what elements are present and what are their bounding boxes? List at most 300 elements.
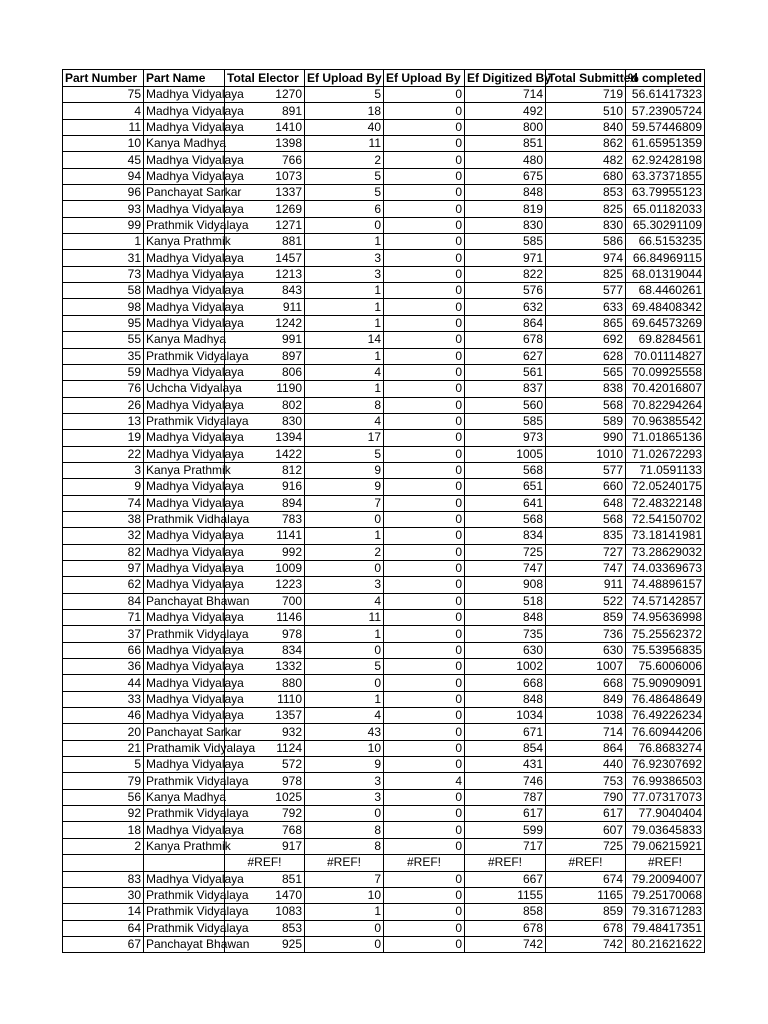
cell-ef-upload-by-1[interactable]: 5: [305, 87, 384, 103]
cell-ef-upload-by-2[interactable]: 0: [384, 593, 465, 609]
cell-total-submitted[interactable]: 859: [546, 610, 626, 626]
cell-ef-upload-by-1[interactable]: 6: [305, 201, 384, 217]
cell-ef-upload-by-1[interactable]: 0: [305, 560, 384, 576]
cell-ef-upload-by-2[interactable]: 0: [384, 413, 465, 429]
cell-percent-completed[interactable]: 70.82294264: [626, 397, 705, 413]
cell-ef-upload-by-2[interactable]: 0: [384, 430, 465, 446]
cell-ef-upload-by-1[interactable]: 0: [305, 511, 384, 527]
cell-percent-completed[interactable]: 79.20094007: [626, 871, 705, 887]
cell-part-number[interactable]: 64: [63, 920, 144, 936]
cell-ef-upload-by-2[interactable]: 0: [384, 332, 465, 348]
cell-percent-completed[interactable]: 74.03369673: [626, 560, 705, 576]
cell-ef-digitized-by[interactable]: 742: [465, 936, 546, 952]
cell-part-number[interactable]: 2: [63, 838, 144, 854]
cell-ef-upload-by-2[interactable]: 0: [384, 103, 465, 119]
cell-part-name[interactable]: Madhya Vidyalaya: [144, 87, 225, 103]
cell-ef-digitized-by[interactable]: 632: [465, 299, 546, 315]
cell-part-name[interactable]: Prathamik Vidyalaya: [144, 740, 225, 756]
cell-ef-digitized-by[interactable]: 746: [465, 773, 546, 789]
cell-total-submitted[interactable]: 630: [546, 642, 626, 658]
cell-part-name[interactable]: Madhya Vidyalaya: [144, 610, 225, 626]
cell-total-submitted[interactable]: 607: [546, 822, 626, 838]
cell-ef-upload-by-1[interactable]: 8: [305, 838, 384, 854]
cell-ef-upload-by-1[interactable]: 11: [305, 610, 384, 626]
cell-part-number[interactable]: 36: [63, 659, 144, 675]
cell-ef-digitized-by[interactable]: 641: [465, 495, 546, 511]
cell-ef-upload-by-1[interactable]: 1: [305, 691, 384, 707]
cell-ef-digitized-by[interactable]: 864: [465, 315, 546, 331]
cell-ef-digitized-by[interactable]: 585: [465, 413, 546, 429]
cell-ef-upload-by-2[interactable]: 0: [384, 511, 465, 527]
cell-part-number[interactable]: 5: [63, 757, 144, 773]
cell-ef-upload-by-2[interactable]: 0: [384, 315, 465, 331]
cell-total-submitted[interactable]: 568: [546, 397, 626, 413]
cell-part-name[interactable]: Madhya Vidyalaya: [144, 528, 225, 544]
cell-percent-completed[interactable]: 62.92428198: [626, 152, 705, 168]
cell-total-submitted[interactable]: 680: [546, 168, 626, 184]
cell-percent-completed[interactable]: 77.07317073: [626, 789, 705, 805]
cell-total-submitted[interactable]: 660: [546, 479, 626, 495]
cell-percent-completed[interactable]: 70.42016807: [626, 381, 705, 397]
cell-ef-upload-by-1[interactable]: 9: [305, 757, 384, 773]
cell-ef-digitized-by[interactable]: 1002: [465, 659, 546, 675]
cell-part-name[interactable]: Madhya Vidyalaya: [144, 757, 225, 773]
cell-total-submitted[interactable]: 714: [546, 724, 626, 740]
cell-ef-digitized-by[interactable]: 830: [465, 217, 546, 233]
cell-ef-digitized-by[interactable]: 518: [465, 593, 546, 609]
cell-total-submitted[interactable]: 577: [546, 283, 626, 299]
cell-ef-upload-by-1[interactable]: 18: [305, 103, 384, 119]
cell-ef-upload-by-2[interactable]: 0: [384, 822, 465, 838]
cell-ef-upload-by-2[interactable]: 0: [384, 724, 465, 740]
cell-part-name[interactable]: Madhya Vidyalaya: [144, 168, 225, 184]
cell-percent-completed[interactable]: #REF!: [626, 855, 705, 871]
cell-part-number[interactable]: 30: [63, 887, 144, 903]
cell-total-submitted[interactable]: 865: [546, 315, 626, 331]
cell-total-submitted[interactable]: 668: [546, 675, 626, 691]
cell-percent-completed[interactable]: 69.64573269: [626, 315, 705, 331]
cell-total-submitted[interactable]: 586: [546, 234, 626, 250]
cell-total-submitted[interactable]: 862: [546, 136, 626, 152]
cell-ef-digitized-by[interactable]: 848: [465, 610, 546, 626]
cell-percent-completed[interactable]: 76.49226234: [626, 708, 705, 724]
cell-part-number[interactable]: 99: [63, 217, 144, 233]
cell-part-name[interactable]: Madhya Vidyalaya: [144, 430, 225, 446]
cell-ef-digitized-by[interactable]: 561: [465, 364, 546, 380]
cell-ef-upload-by-2[interactable]: 0: [384, 708, 465, 724]
cell-total-submitted[interactable]: 859: [546, 904, 626, 920]
cell-percent-completed[interactable]: 73.28629032: [626, 544, 705, 560]
cell-percent-completed[interactable]: 61.65951359: [626, 136, 705, 152]
cell-ef-digitized-by[interactable]: 667: [465, 871, 546, 887]
cell-ef-upload-by-1[interactable]: 1: [305, 528, 384, 544]
cell-percent-completed[interactable]: 63.37371855: [626, 168, 705, 184]
cell-ef-upload-by-2[interactable]: 0: [384, 381, 465, 397]
cell-total-elector[interactable]: 1083: [225, 904, 305, 920]
cell-total-elector[interactable]: 911: [225, 299, 305, 315]
cell-ef-upload-by-1[interactable]: 11: [305, 136, 384, 152]
cell-ef-upload-by-1[interactable]: 1: [305, 348, 384, 364]
cell-part-number[interactable]: [63, 855, 144, 871]
cell-part-number[interactable]: 79: [63, 773, 144, 789]
cell-ef-upload-by-1[interactable]: 5: [305, 168, 384, 184]
cell-ef-upload-by-2[interactable]: 0: [384, 610, 465, 626]
cell-total-elector[interactable]: 1394: [225, 430, 305, 446]
cell-total-submitted[interactable]: 835: [546, 528, 626, 544]
cell-part-name[interactable]: Prathmik Vidyalaya: [144, 920, 225, 936]
cell-percent-completed[interactable]: 68.01319044: [626, 266, 705, 282]
cell-ef-digitized-by[interactable]: 568: [465, 511, 546, 527]
header-percent-completed[interactable]: % completed: [626, 70, 705, 87]
cell-ef-upload-by-2[interactable]: 0: [384, 119, 465, 135]
cell-total-submitted[interactable]: #REF!: [546, 855, 626, 871]
cell-ef-upload-by-2[interactable]: 0: [384, 904, 465, 920]
cell-part-number[interactable]: 92: [63, 806, 144, 822]
header-ef-upload-by-2[interactable]: Ef Upload By: [384, 70, 465, 87]
cell-percent-completed[interactable]: 71.02672293: [626, 446, 705, 462]
cell-part-name[interactable]: Prathmik Vidyalaya: [144, 904, 225, 920]
cell-total-submitted[interactable]: 747: [546, 560, 626, 576]
cell-part-name[interactable]: Panchayat Sarkar: [144, 185, 225, 201]
cell-part-name[interactable]: Madhya Vidyalaya: [144, 871, 225, 887]
cell-part-name[interactable]: Prathmik Vidyalaya: [144, 806, 225, 822]
cell-ef-upload-by-1[interactable]: 0: [305, 936, 384, 952]
cell-ef-upload-by-2[interactable]: 0: [384, 87, 465, 103]
cell-ef-digitized-by[interactable]: 747: [465, 560, 546, 576]
cell-percent-completed[interactable]: 56.61417323: [626, 87, 705, 103]
cell-total-submitted[interactable]: 753: [546, 773, 626, 789]
cell-ef-upload-by-2[interactable]: 0: [384, 136, 465, 152]
cell-ef-upload-by-1[interactable]: 40: [305, 119, 384, 135]
cell-part-name[interactable]: Madhya Vidyalaya: [144, 446, 225, 462]
cell-total-elector[interactable]: 881: [225, 234, 305, 250]
cell-total-elector[interactable]: 1110: [225, 691, 305, 707]
cell-ef-digitized-by[interactable]: 671: [465, 724, 546, 740]
cell-part-number[interactable]: 62: [63, 577, 144, 593]
cell-ef-digitized-by[interactable]: 822: [465, 266, 546, 282]
cell-part-name[interactable]: Madhya Vidyalaya: [144, 691, 225, 707]
cell-part-name[interactable]: Madhya Vidyalaya: [144, 560, 225, 576]
cell-part-name[interactable]: Panchayat Bhawan: [144, 593, 225, 609]
cell-total-submitted[interactable]: 853: [546, 185, 626, 201]
cell-total-elector[interactable]: 1337: [225, 185, 305, 201]
cell-total-submitted[interactable]: 742: [546, 936, 626, 952]
cell-percent-completed[interactable]: 75.90909091: [626, 675, 705, 691]
cell-ef-digitized-by[interactable]: 851: [465, 136, 546, 152]
header-part-number[interactable]: Part Number: [63, 70, 144, 87]
cell-percent-completed[interactable]: 65.01182033: [626, 201, 705, 217]
cell-part-number[interactable]: 37: [63, 626, 144, 642]
cell-ef-upload-by-1[interactable]: 14: [305, 332, 384, 348]
cell-percent-completed[interactable]: 79.31671283: [626, 904, 705, 920]
cell-ef-digitized-by[interactable]: 1034: [465, 708, 546, 724]
cell-total-submitted[interactable]: 864: [546, 740, 626, 756]
cell-total-submitted[interactable]: 736: [546, 626, 626, 642]
cell-ef-upload-by-2[interactable]: 0: [384, 283, 465, 299]
cell-ef-upload-by-1[interactable]: 0: [305, 675, 384, 691]
cell-total-elector[interactable]: 992: [225, 544, 305, 560]
cell-part-name[interactable]: [144, 855, 225, 871]
cell-percent-completed[interactable]: 70.96385542: [626, 413, 705, 429]
cell-ef-upload-by-2[interactable]: 0: [384, 789, 465, 805]
cell-total-elector[interactable]: 783: [225, 511, 305, 527]
cell-total-elector[interactable]: 1190: [225, 381, 305, 397]
cell-total-submitted[interactable]: 1007: [546, 659, 626, 675]
cell-part-name[interactable]: Madhya Vidyalaya: [144, 283, 225, 299]
cell-ef-digitized-by[interactable]: 858: [465, 904, 546, 920]
cell-part-name[interactable]: Prathmik Vidyalaya: [144, 217, 225, 233]
cell-total-elector[interactable]: 572: [225, 757, 305, 773]
cell-part-number[interactable]: 11: [63, 119, 144, 135]
cell-part-number[interactable]: 9: [63, 479, 144, 495]
cell-part-name[interactable]: Kanya Madhya: [144, 136, 225, 152]
cell-total-elector[interactable]: 812: [225, 462, 305, 478]
cell-total-elector[interactable]: 1009: [225, 560, 305, 576]
cell-part-number[interactable]: 13: [63, 413, 144, 429]
cell-ef-upload-by-1[interactable]: 17: [305, 430, 384, 446]
cell-part-name[interactable]: Kanya Prathmik: [144, 838, 225, 854]
cell-ef-digitized-by[interactable]: 630: [465, 642, 546, 658]
cell-ef-upload-by-2[interactable]: 0: [384, 479, 465, 495]
cell-part-number[interactable]: 67: [63, 936, 144, 952]
cell-total-submitted[interactable]: 617: [546, 806, 626, 822]
cell-part-number[interactable]: 84: [63, 593, 144, 609]
cell-total-elector[interactable]: 834: [225, 642, 305, 658]
cell-part-name[interactable]: Prathmik Vidyalaya: [144, 773, 225, 789]
cell-ef-upload-by-2[interactable]: 0: [384, 528, 465, 544]
cell-percent-completed[interactable]: 75.25562372: [626, 626, 705, 642]
cell-ef-digitized-by[interactable]: 908: [465, 577, 546, 593]
cell-total-elector[interactable]: 853: [225, 920, 305, 936]
cell-ef-upload-by-1[interactable]: 5: [305, 446, 384, 462]
cell-part-number[interactable]: 75: [63, 87, 144, 103]
cell-total-submitted[interactable]: 790: [546, 789, 626, 805]
cell-ef-upload-by-2[interactable]: 0: [384, 185, 465, 201]
cell-ef-upload-by-2[interactable]: 0: [384, 234, 465, 250]
cell-total-submitted[interactable]: 568: [546, 511, 626, 527]
cell-ef-upload-by-2[interactable]: 0: [384, 806, 465, 822]
cell-ef-digitized-by[interactable]: 1155: [465, 887, 546, 903]
cell-part-number[interactable]: 33: [63, 691, 144, 707]
cell-total-submitted[interactable]: 589: [546, 413, 626, 429]
cell-total-submitted[interactable]: 674: [546, 871, 626, 887]
cell-ef-upload-by-1[interactable]: 4: [305, 708, 384, 724]
cell-part-number[interactable]: 4: [63, 103, 144, 119]
cell-ef-upload-by-1[interactable]: 0: [305, 920, 384, 936]
cell-ef-digitized-by[interactable]: 714: [465, 87, 546, 103]
cell-ef-upload-by-1[interactable]: 9: [305, 479, 384, 495]
cell-ef-digitized-by[interactable]: 854: [465, 740, 546, 756]
cell-ef-upload-by-1[interactable]: 1: [305, 904, 384, 920]
cell-total-submitted[interactable]: 825: [546, 266, 626, 282]
cell-part-name[interactable]: Prathmik Vidhalaya: [144, 511, 225, 527]
cell-part-number[interactable]: 19: [63, 430, 144, 446]
cell-ef-digitized-by[interactable]: 675: [465, 168, 546, 184]
cell-part-name[interactable]: Madhya Vidyalaya: [144, 201, 225, 217]
header-total-submitted[interactable]: Total Submitted: [546, 70, 626, 87]
cell-part-name[interactable]: Madhya Vidyalaya: [144, 119, 225, 135]
cell-part-number[interactable]: 73: [63, 266, 144, 282]
cell-ef-upload-by-2[interactable]: 0: [384, 544, 465, 560]
cell-part-number[interactable]: 74: [63, 495, 144, 511]
cell-ef-upload-by-2[interactable]: 0: [384, 871, 465, 887]
cell-total-elector[interactable]: 1269: [225, 201, 305, 217]
cell-total-submitted[interactable]: 990: [546, 430, 626, 446]
cell-total-submitted[interactable]: 974: [546, 250, 626, 266]
cell-part-name[interactable]: Panchayat Bhawan: [144, 936, 225, 952]
cell-part-number[interactable]: 66: [63, 642, 144, 658]
cell-part-name[interactable]: Madhya Vidyalaya: [144, 495, 225, 511]
cell-ef-digitized-by[interactable]: 617: [465, 806, 546, 822]
cell-total-elector[interactable]: 802: [225, 397, 305, 413]
cell-total-submitted[interactable]: 628: [546, 348, 626, 364]
cell-percent-completed[interactable]: 75.6006006: [626, 659, 705, 675]
cell-percent-completed[interactable]: 74.57142857: [626, 593, 705, 609]
cell-ef-upload-by-2[interactable]: 0: [384, 217, 465, 233]
cell-ef-upload-by-2[interactable]: 0: [384, 364, 465, 380]
cell-part-number[interactable]: 22: [63, 446, 144, 462]
cell-ef-digitized-by[interactable]: 1005: [465, 446, 546, 462]
cell-ef-upload-by-2[interactable]: 0: [384, 152, 465, 168]
cell-total-elector[interactable]: 1410: [225, 119, 305, 135]
cell-ef-upload-by-2[interactable]: 0: [384, 168, 465, 184]
cell-part-number[interactable]: 3: [63, 462, 144, 478]
cell-ef-upload-by-1[interactable]: 10: [305, 887, 384, 903]
cell-percent-completed[interactable]: 71.01865136: [626, 430, 705, 446]
cell-ef-digitized-by[interactable]: 678: [465, 332, 546, 348]
cell-ef-upload-by-2[interactable]: 0: [384, 462, 465, 478]
cell-total-elector[interactable]: 978: [225, 626, 305, 642]
cell-percent-completed[interactable]: 71.0591133: [626, 462, 705, 478]
cell-part-number[interactable]: 21: [63, 740, 144, 756]
cell-ef-digitized-by[interactable]: 668: [465, 675, 546, 691]
cell-ef-upload-by-2[interactable]: 0: [384, 495, 465, 511]
cell-part-number[interactable]: 94: [63, 168, 144, 184]
cell-total-elector[interactable]: 766: [225, 152, 305, 168]
cell-part-number[interactable]: 93: [63, 201, 144, 217]
cell-total-submitted[interactable]: 1010: [546, 446, 626, 462]
cell-ef-digitized-by[interactable]: 576: [465, 283, 546, 299]
cell-ef-upload-by-2[interactable]: 0: [384, 446, 465, 462]
cell-ef-digitized-by[interactable]: 800: [465, 119, 546, 135]
header-part-name[interactable]: Part Name: [144, 70, 225, 87]
cell-part-name[interactable]: Uchcha Vidyalaya: [144, 381, 225, 397]
cell-ef-digitized-by[interactable]: 973: [465, 430, 546, 446]
cell-ef-upload-by-1[interactable]: 4: [305, 413, 384, 429]
cell-total-elector[interactable]: 1332: [225, 659, 305, 675]
cell-ef-upload-by-1[interactable]: #REF!: [305, 855, 384, 871]
cell-ef-upload-by-2[interactable]: 0: [384, 757, 465, 773]
cell-part-number[interactable]: 82: [63, 544, 144, 560]
cell-total-elector[interactable]: 843: [225, 283, 305, 299]
cell-total-elector[interactable]: 792: [225, 806, 305, 822]
cell-percent-completed[interactable]: 79.48417351: [626, 920, 705, 936]
header-total-elector[interactable]: Total Elector: [225, 70, 305, 87]
cell-percent-completed[interactable]: 68.4460261: [626, 283, 705, 299]
cell-total-elector[interactable]: 1223: [225, 577, 305, 593]
cell-ef-upload-by-1[interactable]: 43: [305, 724, 384, 740]
cell-percent-completed[interactable]: 79.03645833: [626, 822, 705, 838]
cell-total-submitted[interactable]: 482: [546, 152, 626, 168]
cell-ef-upload-by-2[interactable]: 0: [384, 936, 465, 952]
cell-percent-completed[interactable]: 69.8284561: [626, 332, 705, 348]
cell-part-name[interactable]: Madhya Vidyalaya: [144, 708, 225, 724]
cell-percent-completed[interactable]: 76.99386503: [626, 773, 705, 789]
cell-total-submitted[interactable]: 577: [546, 462, 626, 478]
cell-ef-upload-by-1[interactable]: 10: [305, 740, 384, 756]
cell-total-submitted[interactable]: 838: [546, 381, 626, 397]
cell-ef-upload-by-1[interactable]: 8: [305, 822, 384, 838]
cell-ef-digitized-by[interactable]: 819: [465, 201, 546, 217]
cell-percent-completed[interactable]: 76.92307692: [626, 757, 705, 773]
cell-part-name[interactable]: Madhya Vidyalaya: [144, 364, 225, 380]
cell-ef-digitized-by[interactable]: #REF!: [465, 855, 546, 871]
cell-ef-digitized-by[interactable]: 725: [465, 544, 546, 560]
cell-total-elector[interactable]: 1242: [225, 315, 305, 331]
cell-percent-completed[interactable]: 59.57446809: [626, 119, 705, 135]
cell-part-name[interactable]: Madhya Vidyalaya: [144, 577, 225, 593]
cell-part-name[interactable]: Madhya Vidyalaya: [144, 479, 225, 495]
cell-total-submitted[interactable]: 565: [546, 364, 626, 380]
cell-total-submitted[interactable]: 648: [546, 495, 626, 511]
cell-part-number[interactable]: 1: [63, 234, 144, 250]
cell-part-name[interactable]: Madhya Vidyalaya: [144, 103, 225, 119]
cell-part-number[interactable]: 45: [63, 152, 144, 168]
cell-ef-upload-by-1[interactable]: 0: [305, 217, 384, 233]
cell-total-submitted[interactable]: 692: [546, 332, 626, 348]
cell-total-elector[interactable]: 1124: [225, 740, 305, 756]
cell-percent-completed[interactable]: 65.30291109: [626, 217, 705, 233]
cell-part-name[interactable]: Kanya Madhya: [144, 332, 225, 348]
cell-ef-upload-by-1[interactable]: 1: [305, 283, 384, 299]
cell-ef-upload-by-1[interactable]: 0: [305, 806, 384, 822]
cell-ef-digitized-by[interactable]: 585: [465, 234, 546, 250]
cell-part-name[interactable]: Madhya Vidyalaya: [144, 315, 225, 331]
cell-ef-upload-by-2[interactable]: 0: [384, 691, 465, 707]
cell-ef-digitized-by[interactable]: 568: [465, 462, 546, 478]
cell-part-name[interactable]: Madhya Vidyalaya: [144, 299, 225, 315]
cell-part-name[interactable]: Madhya Vidyalaya: [144, 266, 225, 282]
cell-total-submitted[interactable]: 678: [546, 920, 626, 936]
cell-percent-completed[interactable]: 79.06215921: [626, 838, 705, 854]
cell-part-number[interactable]: 26: [63, 397, 144, 413]
cell-total-submitted[interactable]: 510: [546, 103, 626, 119]
cell-ef-upload-by-2[interactable]: 4: [384, 773, 465, 789]
cell-part-number[interactable]: 46: [63, 708, 144, 724]
cell-percent-completed[interactable]: 74.48896157: [626, 577, 705, 593]
cell-percent-completed[interactable]: 72.48322148: [626, 495, 705, 511]
cell-total-submitted[interactable]: 825: [546, 201, 626, 217]
cell-total-elector[interactable]: 768: [225, 822, 305, 838]
cell-ef-upload-by-2[interactable]: 0: [384, 626, 465, 642]
cell-percent-completed[interactable]: 77.9040404: [626, 806, 705, 822]
cell-part-name[interactable]: Madhya Vidyalaya: [144, 675, 225, 691]
cell-total-elector[interactable]: 806: [225, 364, 305, 380]
cell-part-name[interactable]: Madhya Vidyalaya: [144, 544, 225, 560]
cell-part-name[interactable]: Madhya Vidyalaya: [144, 397, 225, 413]
cell-part-name[interactable]: Panchayat Sarkar: [144, 724, 225, 740]
cell-ef-upload-by-1[interactable]: 3: [305, 789, 384, 805]
cell-part-number[interactable]: 56: [63, 789, 144, 805]
cell-part-name[interactable]: Kanya Madhya: [144, 789, 225, 805]
cell-part-name[interactable]: Prathmik Vidyalaya: [144, 348, 225, 364]
cell-part-number[interactable]: 71: [63, 610, 144, 626]
cell-total-submitted[interactable]: 849: [546, 691, 626, 707]
cell-ef-upload-by-1[interactable]: 0: [305, 642, 384, 658]
cell-ef-upload-by-2[interactable]: 0: [384, 250, 465, 266]
cell-ef-upload-by-2[interactable]: 0: [384, 397, 465, 413]
cell-ef-upload-by-2[interactable]: 0: [384, 887, 465, 903]
